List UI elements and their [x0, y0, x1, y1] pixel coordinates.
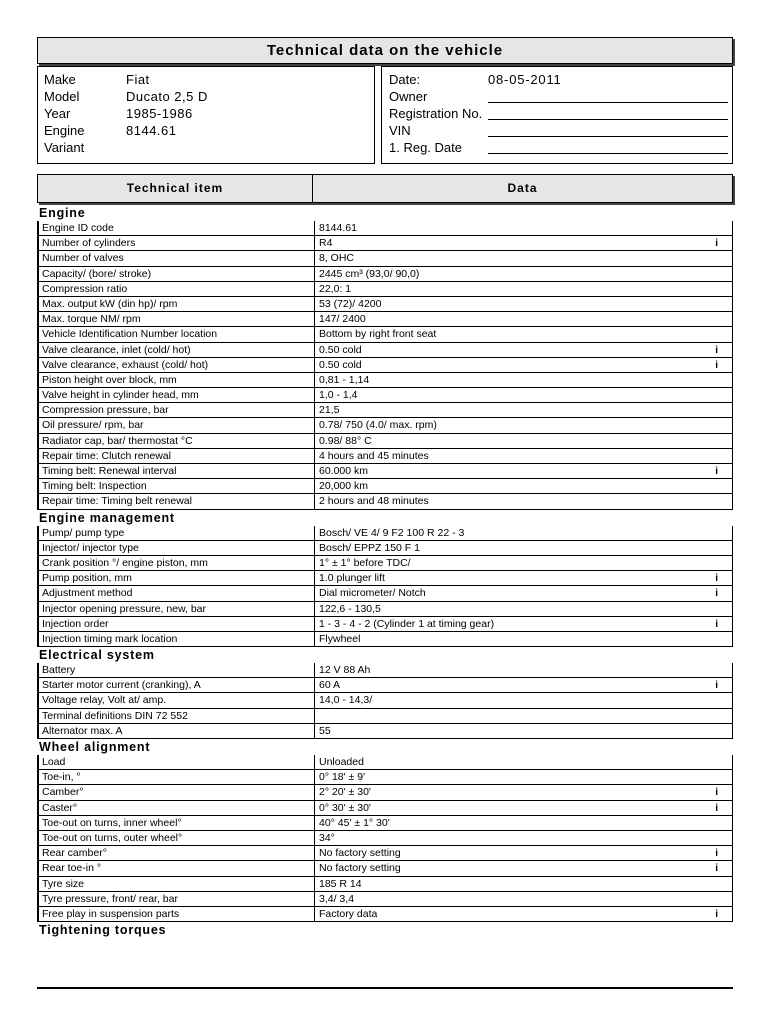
technical-value: Bosch/ VE 4/ 9 F2 100 R 22 - 3: [314, 526, 464, 541]
table-row: [39, 861, 732, 876]
field-label: Engine: [44, 123, 85, 138]
section-rows: [37, 221, 733, 510]
table-row: [39, 282, 732, 297]
field-value: Ducato 2,5 D: [126, 89, 208, 104]
table-row: [39, 693, 732, 708]
technical-value: 0° 30' ± 30': [314, 801, 371, 816]
section-title: Tightening torques: [39, 923, 167, 938]
technical-item: Repair time: Timing belt renewal: [42, 495, 192, 508]
table-row: [39, 846, 732, 861]
table-row: [39, 494, 732, 509]
technical-value: 12 V 88 Ah: [314, 663, 370, 678]
table-row: [39, 663, 732, 678]
technical-value: Bottom by right front seat: [314, 327, 436, 342]
technical-value: 22,0: 1: [314, 282, 351, 297]
data-header: Data: [312, 175, 732, 202]
field-label: Registration No.: [389, 106, 483, 121]
section-rows: [37, 663, 733, 739]
technical-item: Number of valves: [42, 252, 124, 265]
table-row: [39, 297, 732, 312]
technical-sections: [37, 205, 733, 938]
table-row: [39, 556, 732, 571]
technical-item: Injector/ injector type: [42, 541, 139, 554]
table-row: [39, 312, 732, 327]
field-label: Make: [44, 72, 76, 87]
technical-value: 40° 45' ± 1° 30': [314, 816, 390, 831]
technical-item: Toe-out on turns, outer wheel°: [42, 831, 183, 844]
table-row: [39, 617, 732, 632]
table-row: [39, 541, 732, 556]
technical-item: Battery: [42, 664, 76, 677]
table-row: [39, 343, 732, 358]
technical-item: Max. torque NM/ rpm: [42, 313, 141, 326]
info-icon[interactable]: i: [715, 466, 718, 477]
technical-value: 4 hours and 45 minutes: [314, 449, 429, 464]
technical-item: Timing belt: Renewal interval: [42, 465, 177, 477]
technical-value: 0,81 - 1,14: [314, 373, 369, 388]
technical-item: Valve clearance, inlet (cold/ hot): [42, 343, 191, 356]
technical-value: 2445 cm³ (93,0/ 90,0): [314, 267, 419, 282]
technical-value: 20,000 km: [314, 479, 368, 494]
technical-value: 0.98/ 88° C: [314, 434, 372, 449]
technical-item: Camber°: [42, 786, 84, 799]
date-row: [382, 71, 732, 88]
table-row: [39, 221, 732, 236]
info-icon[interactable]: i: [715, 863, 718, 875]
info-icon[interactable]: i: [715, 359, 718, 371]
info-icon[interactable]: i: [715, 238, 718, 250]
table-row: [39, 785, 732, 800]
technical-value: 8, OHC: [314, 251, 354, 266]
section-rows: [37, 526, 733, 648]
technical-item: Oil pressure/ rpm, bar: [42, 419, 144, 432]
technical-item: Starter motor current (cranking), A: [42, 679, 201, 692]
table-row: [39, 449, 732, 464]
technical-value: 1° ± 1° before TDC/: [314, 556, 411, 571]
info-icon[interactable]: i: [715, 802, 718, 814]
technical-value: 60 A: [314, 678, 340, 693]
technical-value: No factory setting: [314, 861, 401, 876]
owner-info-box: [381, 66, 733, 164]
technical-value: 0.50 cold: [314, 358, 362, 373]
info-icon[interactable]: i: [715, 680, 718, 692]
technical-value: Dial micrometer/ Notch: [314, 586, 426, 601]
technical-value: 122,6 - 130,5: [314, 602, 381, 617]
technical-value: 185 R 14: [314, 877, 362, 892]
field-label: Date:: [389, 72, 421, 87]
vehicle-make-row: [38, 71, 374, 88]
table-row: [39, 267, 732, 282]
table-row: [39, 632, 732, 647]
technical-item: Injector opening pressure, new, bar: [42, 602, 207, 615]
section-title: Wheel alignment: [39, 740, 151, 754]
technical-item: Alternator max. A: [42, 724, 123, 737]
table-row: [39, 327, 732, 342]
vehicle-year-row: [38, 105, 374, 122]
technical-value: 0.50 cold: [314, 343, 362, 358]
table-row: [39, 236, 732, 251]
field-label: 1. Reg. Date: [389, 140, 462, 155]
technical-item: Repair time: Clutch renewal: [42, 449, 171, 462]
table-row: [39, 403, 732, 418]
technical-value: 1 - 3 - 4 - 2 (Cylinder 1 at timing gear): [314, 617, 494, 632]
technical-value: 55: [314, 724, 331, 739]
info-icon[interactable]: i: [715, 588, 718, 600]
technical-item: Load: [42, 756, 66, 768]
technical-value: Flywheel: [314, 632, 360, 647]
table-row: [39, 709, 732, 724]
technical-value: Factory data: [314, 907, 377, 922]
owner-field[interactable]: [488, 102, 728, 103]
technical-value: Bosch/ EPPZ 150 F 1: [314, 541, 420, 556]
owner-row: [382, 88, 732, 105]
table-row: [39, 801, 732, 816]
technical-value: 1,0 - 1,4: [314, 388, 358, 403]
technical-item: Capacity/ (bore/ stroke): [42, 267, 152, 280]
technical-item: Pump/ pump type: [42, 526, 125, 539]
technical-item: Toe-in, °: [42, 771, 81, 784]
table-row: [39, 479, 732, 494]
technical-item: Radiator cap, bar/ thermostat °C: [42, 434, 193, 447]
technical-value: 0° 18' ± 9': [314, 770, 365, 785]
technical-value: 3,4/ 3,4: [314, 892, 354, 907]
table-row: [39, 755, 732, 770]
table-row: [39, 571, 732, 586]
field-label: Year: [44, 106, 71, 121]
technical-item: Pump position, mm: [42, 572, 132, 585]
section-rows: [37, 755, 733, 922]
technical-item: Vehicle Identification Number location: [42, 328, 218, 341]
date-value: 08-05-2011: [488, 72, 562, 87]
technical-value: 2° 20' ± 30': [314, 785, 371, 800]
vin-row: [382, 122, 732, 139]
vehicle-engine-row: [38, 122, 374, 139]
table-row: [39, 770, 732, 785]
field-label: Owner: [389, 89, 428, 104]
technical-item: Engine ID code: [42, 222, 114, 234]
technical-value: 14,0 - 14,3/: [314, 693, 372, 708]
table-row: [39, 418, 732, 433]
technical-item: Valve height in cylinder head, mm: [42, 389, 199, 402]
technical-item: Tyre size: [42, 877, 85, 890]
section-title: Engine management: [39, 510, 175, 525]
technical-value: 60.000 km: [314, 464, 368, 479]
technical-value: No factory setting: [314, 846, 401, 861]
technical-value: 2 hours and 48 minutes: [314, 494, 429, 509]
field-value: Fiat: [126, 72, 150, 87]
document-title: Technical data on the vehicle: [37, 37, 733, 64]
reg-date-row: [382, 139, 732, 156]
info-icon[interactable]: i: [715, 848, 718, 860]
technical-value: 21,5: [314, 403, 339, 418]
info-icon[interactable]: i: [715, 573, 718, 585]
table-row: [39, 358, 732, 373]
table-row: [39, 724, 732, 739]
field-label: Variant: [44, 140, 85, 155]
table-row: [39, 388, 732, 403]
field-value: 8144.61: [126, 123, 177, 138]
registration-field[interactable]: [488, 119, 728, 120]
technical-item: Timing belt: Inspection: [42, 480, 147, 493]
table-row: [39, 602, 732, 617]
table-row: [39, 434, 732, 449]
vehicle-info-box: [37, 66, 375, 164]
technical-value: 0.78/ 750 (4.0/ max. rpm): [314, 418, 437, 433]
technical-item: Tyre pressure, front/ rear, bar: [42, 892, 178, 905]
field-label: VIN: [389, 123, 411, 138]
technical-value: Unloaded: [314, 755, 364, 770]
technical-item-header: Technical item: [126, 181, 224, 195]
table-row: [39, 678, 732, 693]
technical-item: Voltage relay, Volt at/ amp.: [42, 694, 167, 707]
table-header: [37, 174, 733, 203]
technical-value: R4: [314, 236, 332, 251]
registration-row: [382, 105, 732, 122]
technical-item: Compression ratio: [42, 282, 128, 295]
table-row: [39, 877, 732, 892]
technical-item: Rear camber°: [42, 847, 107, 860]
table-row: [39, 373, 732, 388]
info-icon[interactable]: i: [715, 618, 718, 630]
technical-item: Free play in suspension parts: [42, 907, 180, 920]
technical-item: Adjustment method: [42, 587, 133, 600]
info-icon[interactable]: i: [715, 344, 718, 356]
table-row: [39, 907, 732, 922]
technical-item: Injection order: [42, 617, 109, 630]
technical-item: Max. output kW (din hp)/ rpm: [42, 297, 178, 310]
technical-item: Valve clearance, exhaust (cold/ hot): [42, 358, 209, 371]
section-title: Electrical system: [39, 648, 155, 663]
section-title: Engine: [39, 206, 86, 220]
info-icon[interactable]: i: [715, 787, 718, 799]
vehicle-model-row: [38, 88, 374, 105]
technical-item: Number of cylinders: [42, 237, 136, 250]
technical-item: Caster°: [42, 801, 78, 814]
info-icon[interactable]: i: [715, 908, 718, 920]
vin-field[interactable]: [488, 136, 728, 137]
table-row: [39, 831, 732, 846]
vehicle-variant-row: [38, 139, 374, 156]
technical-value: [314, 709, 319, 724]
table-row: [39, 816, 732, 831]
technical-item: Injection timing mark location: [42, 632, 178, 645]
technical-value: 147/ 2400: [314, 312, 366, 327]
table-row: [39, 586, 732, 601]
technical-item: Terminal definitions DIN 72 552: [42, 709, 188, 722]
field-value: 1985-1986: [126, 106, 193, 121]
technical-value: 1.0 plunger lift: [314, 571, 385, 586]
table-row: [39, 251, 732, 266]
table-row: [39, 464, 732, 479]
technical-value: 8144.61: [314, 221, 357, 236]
technical-item: Crank position °/ engine piston, mm: [42, 556, 208, 569]
table-row: [39, 892, 732, 907]
technical-value: 53 (72)/ 4200: [314, 297, 381, 312]
field-label: Model: [44, 89, 80, 104]
technical-item: Toe-out on turns, inner wheel°: [42, 816, 182, 829]
technical-value: 34°: [314, 831, 335, 846]
technical-item: Compression pressure, bar: [42, 404, 169, 417]
technical-item: Rear toe-in °: [42, 862, 102, 875]
reg-date-field[interactable]: [488, 153, 728, 154]
technical-item: Piston height over block, mm: [42, 373, 177, 386]
table-row: [39, 526, 732, 541]
bottom-rule: [37, 987, 733, 989]
